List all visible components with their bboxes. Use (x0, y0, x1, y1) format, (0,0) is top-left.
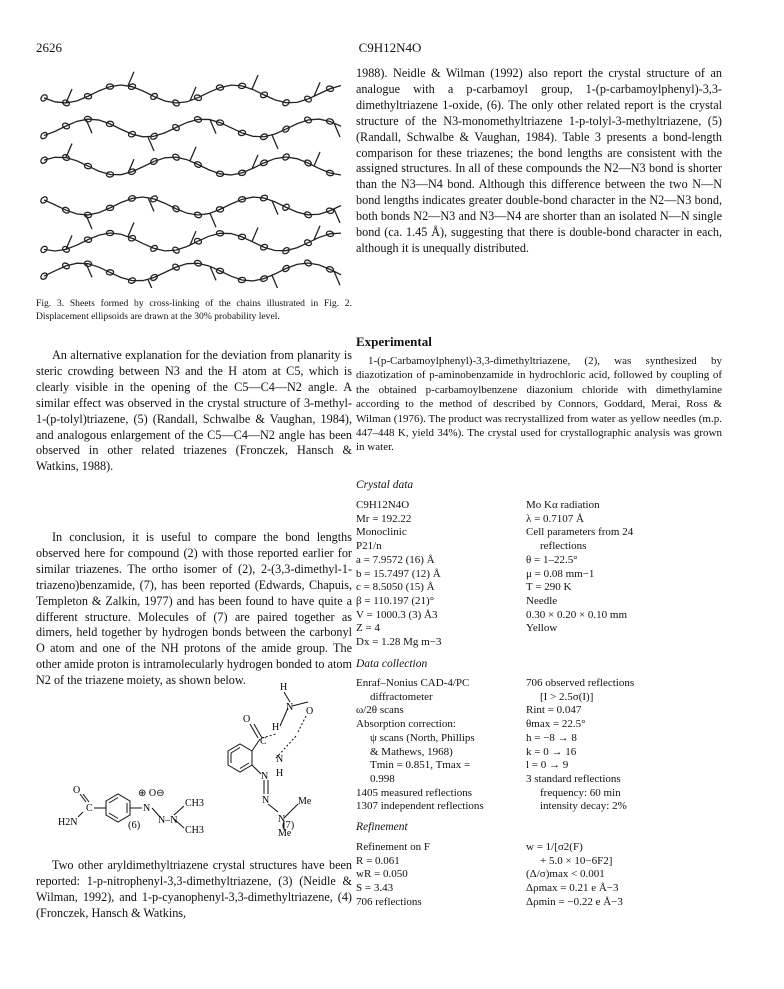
data-line: Yellow (526, 622, 558, 635)
data-line: S = 3.43 (356, 882, 394, 895)
data-line: k = 0 → 16 (526, 745, 577, 758)
data-line: ω/2θ scans (356, 704, 404, 717)
data-line: 706 reflections (356, 895, 422, 908)
data-line: Absorption correction: (356, 718, 456, 731)
chemical-schemes (36, 676, 352, 836)
data-line: h = −8 → 8 (526, 731, 577, 744)
scheme-7-c: C (260, 736, 267, 747)
data-line: wR = 0.050 (356, 868, 408, 881)
atom-ellipsoid (40, 272, 49, 281)
crosslink-bond (334, 209, 340, 223)
data-line: θmax = 22.5° (526, 718, 586, 731)
data-line: λ = 0.7107 Å (526, 512, 584, 525)
scheme-7-n2: N (261, 771, 269, 782)
data-line: 1307 independent reflections (356, 800, 484, 813)
scheme-7-label: (7) (282, 820, 295, 831)
data-line: 1405 measured reflections (356, 786, 473, 799)
experimental-text: 1-(p-Carbamoylphenyl)-3,3-dimethyltriazene, (2), was synthesized by diazotization of p-aminobenzamide in hydrochloric acid, followed by coupling of the obtained p-carbamoylbenzene diazonium chloride with dimethylamine according to the method of described by Connors, Goddard, Merai, Ross & Wilman (1976). The product was recrystallized from water as yellow needles (m.p. 447–448 K, yield 34%). The crystal used for crystallographic analysis was grown in water. (356, 355, 722, 454)
data-line: l = 0 → 9 (526, 759, 569, 772)
chain-bond-line (44, 263, 341, 281)
data-line: P21/n (356, 540, 382, 553)
scheme-7-me-a: Me (298, 796, 312, 807)
data-line: Tmin = 0.851, Tmax = (370, 759, 471, 772)
scheme-6-ch3-b: CH3 (185, 825, 204, 836)
data-line: Dx = 1.28 Mg m−3 (356, 636, 442, 649)
crosslink-bond (190, 147, 196, 161)
data-line: Z = 4 (356, 622, 380, 635)
scheme-7-h-amide: H (276, 768, 284, 779)
data-line: w = 1/[σ2(F) (526, 841, 583, 853)
scheme-6-h2n: H2N (58, 817, 78, 828)
data-line: 706 observed reflections (526, 677, 635, 689)
refinement-heading: Refinement (356, 821, 408, 833)
data-line: & Mathews, 1968) (370, 745, 453, 758)
scheme-7-h-top: H (280, 682, 288, 693)
data-line: diffractometer (370, 690, 433, 703)
data-line: μ = 0.08 mm−1 (526, 567, 595, 580)
data-line: intensity decay: 2% (540, 800, 627, 813)
data-line: ψ scans (North, Phillips (370, 731, 475, 744)
data-line: Rint = 0.047 (526, 704, 582, 717)
data-line: reflections (540, 540, 587, 553)
data-line: Enraf–Nonius CAD-4/PC (356, 677, 470, 689)
crosslink-bond (66, 144, 72, 158)
scheme-6-label: (6) (128, 820, 141, 831)
data-line: + 5.0 × 10−6F2] (540, 854, 613, 867)
atom-ellipsoid (40, 245, 49, 254)
data-line: Mo Kα radiation (526, 499, 600, 511)
data-line: Refinement on F (356, 841, 430, 853)
data-line: Cell parameters from 24 (526, 526, 634, 539)
atom-ellipsoid (40, 196, 49, 205)
data-line: 0.998 (370, 772, 395, 785)
crystal-data-left (356, 499, 441, 650)
scheme-7-o-left: O (243, 714, 251, 725)
scheme-6-o: O (73, 785, 81, 796)
figure-3-caption: Fig. 3. Sheets formed by cross-linking of the chains illustrated in Fig. 2. Displacement ellipsoids are drawn at the 30% probability level. (36, 298, 352, 322)
scheme-6-nn: N–N (158, 815, 178, 826)
scheme-7-me-b: Me (278, 828, 292, 836)
data-line: [I > 2.5σ(I)] (540, 690, 594, 703)
data-line: Δρmax = 0.21 e Å−3 (526, 882, 619, 895)
data-line: b = 15.7497 (12) Å (356, 567, 441, 580)
data-line: a = 7.9572 (16) Å (356, 553, 435, 566)
data-line: Mr = 192.22 (356, 512, 412, 525)
data-line: C9H12N4O (356, 499, 410, 511)
data-line: 0.30 × 0.20 × 0.10 mm (526, 608, 628, 621)
crosslink-bond (314, 152, 320, 166)
paragraph-bond-comparison: 1988). Neidle & Wilman (1992) also report the crystal structure of an analogue with a p-carbamoyl group, 1-(p-carbamoylphenyl)-3,3-dimethyltriazene 1-oxide, (6). The only other related report is the crystal structure of the N3-monomethyltriazene 1-p-tolyl-3-methyltriazene, (5) (Randall, Schwalbe & Vaughan, 1984). Table 3 presents a bond-length comparison for these triazenes; the bond lengths are consistent with the assigned structures. In all of these compounds the N2—N3 bond is shorter than the N3—N4 bond. Although this difference between the two N—N bond lengths indicates greater double-bond character in the N2—N3 bond, both bonds N2—N3 and N3—N4 are shorter than an isolated N—N single bond (ca. 1.45 Å), suggesting that there is double-bond character in each, although it is unequally distributed. (356, 66, 722, 255)
crosslink-bond (66, 89, 72, 103)
chain-bond-line (44, 157, 341, 175)
data-line: Needle (526, 594, 558, 607)
scheme-7-n3: N (262, 795, 270, 806)
scheme-6-n: N (143, 803, 151, 814)
page-header-formula: C9H12N4O (358, 40, 422, 55)
crosslink-bond (128, 223, 134, 237)
scheme-7-h-mid: H (272, 722, 280, 733)
paragraph-other-structures: Two other aryldimethyltriazene crystal structures have been reported: 1-p-nitrophenyl-3,3-dimethyltriazene, (3) (Neidle & Wilman, 1992), and 1-p-cyanophenyl-3,3-dimethyltriazene, (4) (Fronczek, Hansch & Watkins, (36, 858, 352, 920)
crystal-data-right (526, 499, 633, 636)
scheme-7-n4: N (278, 814, 286, 825)
refinement-left (356, 841, 430, 910)
data-line: R = 0.061 (356, 854, 400, 867)
paragraph-steric: An alternative explanation for the deviation from planarity is steric crowding between N3 and the H atom at C5, which is clearly visible in the opening of the C5—C4—N2 angle. A similar effect was observed in the crystal structure of 3-methyl-1-(p-tolyl)triazene, (5) (Randall, Schwalbe & Vaughan, 1984), and analogous enlargement of the C5—C4—N2 angle has been observed in other related triazenes (Fronczek, Hansch & Watkins, 1988). (36, 348, 352, 474)
scheme-7-o-upper: O (306, 706, 314, 717)
crosslink-bond (272, 135, 278, 149)
data-line: frequency: 60 min (540, 786, 621, 799)
crystal-data-heading: Crystal data (356, 479, 414, 491)
data-line: 3 standard reflections (526, 772, 621, 785)
paragraph-conclusion: In conclusion, it is useful to compare the bond lengths observed here for compound (2) with those reported earlier for similar triazenes. The ortho isomer of (2), 2-(3,3-dimethyl-1-triazeno)benzamide, (7), has been reported (Edwards, Chapuis, Templeton & Zalkin, 1977) and has been found to have quite a different structure. Molecules of (7) are paired together as dimers, held together by hydrogen bonds between the carbonyl O atom and one of the NH protons of the amide group. The other amide proton is intramolecularly hydrogen bonded to atom N2 of the triazene moiety, as shown below. (36, 530, 352, 688)
crosslink-bond (252, 228, 258, 242)
data-line: θ = 1–22.5° (526, 553, 578, 566)
scheme-6-charges: ⊕ O⊖ (138, 788, 165, 799)
data-line: β = 110.197 (21)° (356, 594, 435, 607)
figure-3-packing-diagram (36, 66, 352, 288)
data-line: T = 290 K (526, 581, 572, 594)
data-collection-heading: Data collection (356, 658, 428, 670)
data-line: V = 1000.3 (3) Å3 (356, 608, 438, 621)
data-line: c = 8.5050 (15) Å (356, 581, 435, 594)
scheme-7-n-amide: N (276, 754, 284, 765)
refinement-right (526, 841, 623, 910)
data-line: Δρmin = −0.22 e Å−3 (526, 895, 623, 908)
scheme-7-structure (228, 692, 308, 830)
crosslink-bond (210, 213, 216, 227)
experimental-heading: Experimental (356, 334, 432, 349)
data-collection-left (356, 677, 484, 814)
data-collection-right (526, 677, 634, 814)
data-line: (Δ/σ)max < 0.001 (526, 868, 605, 881)
data-line: Monoclinic (356, 526, 407, 539)
scheme-7-n-top: N (286, 702, 294, 713)
scheme-6-c: C (86, 803, 93, 814)
crosslink-bond (272, 275, 278, 288)
crosslink-bond (252, 75, 258, 89)
scheme-6-ch3-a: CH3 (185, 798, 204, 809)
page-number: 2626 (36, 40, 62, 55)
